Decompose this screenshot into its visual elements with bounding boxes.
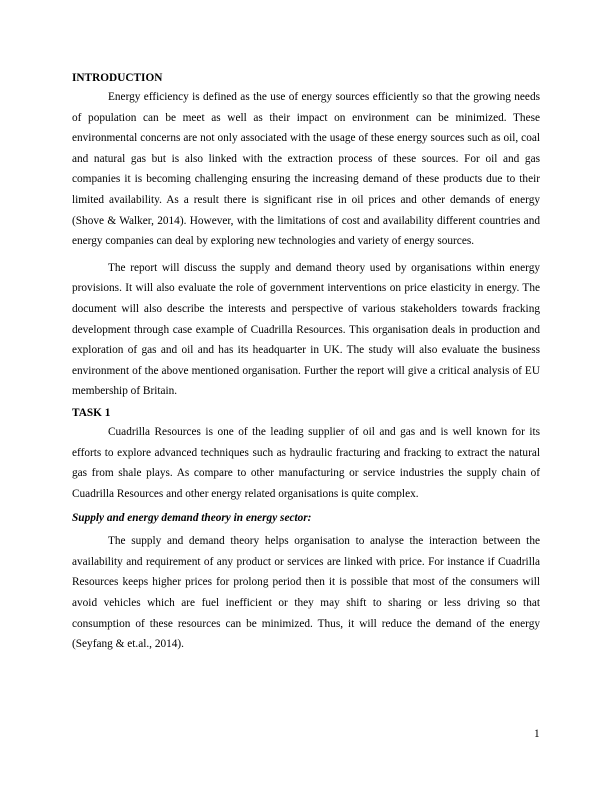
page-number: 1 (534, 728, 540, 740)
introduction-paragraph-1: Energy efficiency is defined as the use of energy sources efficiently so that the growing needs of population can be meet as well as their impact on environment can be minimized. These environmental concerns are not only associated with the usage of these energy sources such as oil, coal and natural gas but is also linked with the extraction process of these sources. For oil and gas companies it is becoming challenging ensuring the increasing demand of these products due to their limited availability. As a result there is significant rise in oil prices and other demands of energy (Shove & Walker, 2014). However, with the limitations of cost and availability different countries and energy companies can deal by exploring new technologies and variety of energy sources. (72, 91, 540, 248)
task1-paragraph-1: Cuadrilla Resources is one of the leading supplier of oil and gas and is well known for its efforts to explore advanced techniques such as hydraulic fracturing and fracking to extract the natural gas from shale plays. As compare to other manufacturing or service industries the supply chain of Cuadrilla Resources and other energy related organisations is quite complex. (72, 425, 540, 500)
supply-demand-subheading: Supply and energy demand theory in energy sector: (72, 512, 312, 525)
task1-paragraph-2: The supply and demand theory helps organisation to analyse the interaction between the availability and requirement of any product or services are linked with price. For instance if Cuadrilla Resources keeps higher prices for prolong period then it is possible that most of the consumers will avoid vehicles which are fuel inefficient or they may shift to sharing or less driving so that consumption of these resources can be minimized. Thus, it will reduce the demand of the energy (Seyfang & et.al., 2014). (72, 535, 540, 651)
document-page (72, 70, 540, 655)
introduction-paragraph-2: The report will discuss the supply and demand theory used by organisations within energy provisions. It will also evaluate the role of government interventions on price elasticity in energy. The document will also describe the interests and perspective of various stakeholders towards fracking development through case example of Cuadrilla Resources. This organisation deals in production and exploration of gas and oil and has its headquarter in UK. The study will also evaluate the business environment of the above mentioned organisation. Further the report will give a critical analysis of EU membership of Britain. (72, 261, 540, 398)
task1-heading: TASK 1 (72, 406, 111, 419)
introduction-heading: INTRODUCTION (72, 72, 163, 84)
